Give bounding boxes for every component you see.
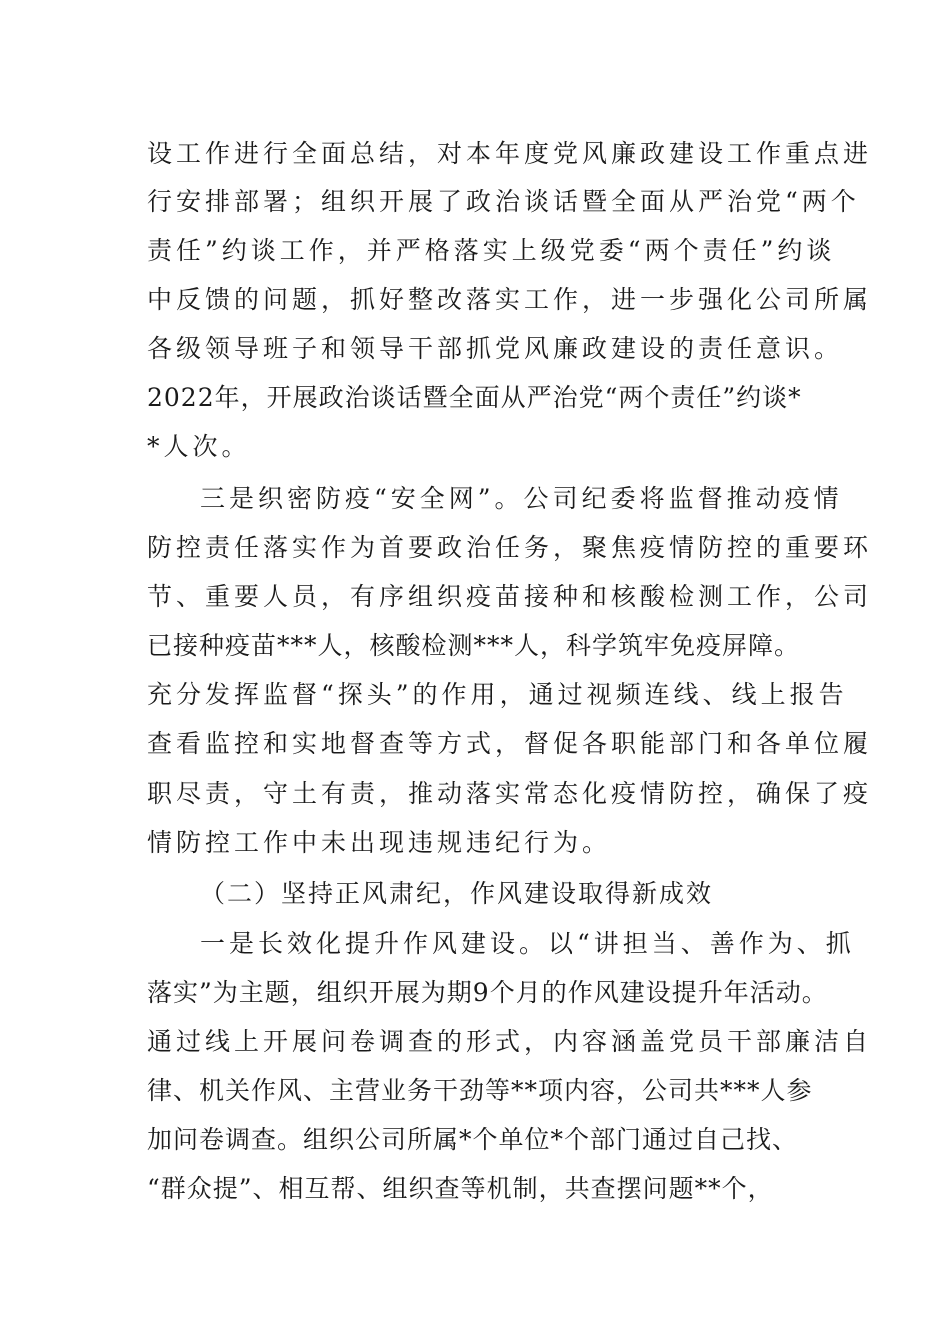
paragraph-line: 2022年，开展政治谈话暨全面从严治党“两个责任”约谈* <box>147 383 802 412</box>
paragraph-line: 行安排部署；组织开展了政治谈话暨全面从严治党“两个 <box>147 187 860 216</box>
paragraph-line: 一是长效化提升作风建设。以“讲担当、善作为、抓 <box>200 929 855 958</box>
paragraph-line: 充分发挥监督“探头”的作用，通过视频连线、线上报告 <box>147 680 848 709</box>
paragraph-line: 查看监控和实地督查等方式，督促各职能部门和各单位履 <box>147 729 873 758</box>
paragraph-line: 设工作进行全面总结，对本年度党风廉政建设工作重点进 <box>147 139 873 168</box>
paragraph-line: 各级领导班子和领导干部抓党风廉政建设的责任意识。 <box>147 334 844 363</box>
paragraph-line: 节、重要人员，有序组织疫苗接种和核酸检测工作，公司 <box>147 582 873 611</box>
paragraph-line: 情防控工作中未出现违规违纪行为。 <box>147 828 612 857</box>
section-heading: （二）坚持正风肃纪，作风建设取得新成效 <box>200 879 714 908</box>
paragraph-line: 律、机关作风、主营业务干劲等**项内容，公司共***人参 <box>147 1076 813 1105</box>
paragraph-line: “群众提”、相互帮、组织查等机制，共查摆问题**个， <box>147 1174 774 1203</box>
paragraph-line: 三是织密防疫“安全网”。公司纪委将监督推动疫情 <box>200 484 843 513</box>
paragraph-line: 中反馈的问题，抓好整改落实工作，进一步强化公司所属 <box>147 285 873 314</box>
paragraph-line: *人次。 <box>147 432 251 461</box>
paragraph-line: 责任”约谈工作，并严格落实上级党委“两个责任”约谈 <box>147 236 836 265</box>
paragraph-line: 加问卷调查。组织公司所属*个单位*个部门通过自己找、 <box>147 1125 799 1154</box>
paragraph-line: 防控责任落实作为首要政治任务，聚焦疫情防控的重要环 <box>147 533 873 562</box>
paragraph-line: 职尽责，守土有责，推动落实常态化疫情防控，确保了疫 <box>147 779 873 808</box>
paragraph-line: 通过线上开展问卷调查的形式，内容涵盖党员干部廉洁自 <box>147 1027 873 1056</box>
paragraph-line: 落实”为主题，组织开展为期9个月的作风建设提升年活动。 <box>147 978 828 1007</box>
paragraph-line: 已接种疫苗***人，核酸检测***人，科学筑牢免疫屏障。 <box>147 631 801 660</box>
